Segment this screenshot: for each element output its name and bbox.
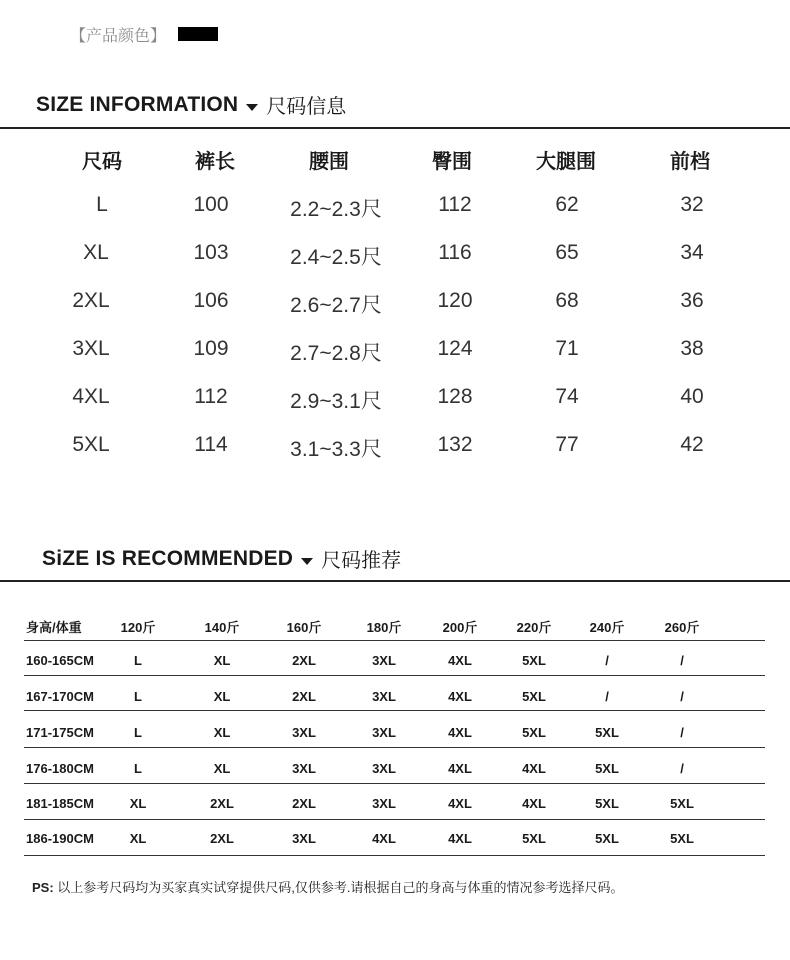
table-cell: 120	[437, 289, 473, 312]
table-cell: 3XL	[292, 761, 316, 776]
table-cell: 4XL	[448, 796, 472, 811]
table-cell: 2XL	[72, 289, 110, 312]
table-cell: 160-165CM	[26, 653, 94, 668]
table-cell: 132	[437, 433, 473, 456]
table-header: 120斤	[120, 620, 156, 635]
table-header: 160斤	[286, 620, 322, 635]
table-cell: 2XL	[292, 653, 316, 668]
table-cell: 3XL	[292, 831, 316, 846]
table-cell: L	[134, 761, 142, 776]
footnote	[32, 877, 624, 896]
table-cell: /	[605, 689, 609, 704]
size-information-title-en: SIZE INFORMATION	[36, 92, 239, 116]
table-cell: /	[680, 725, 684, 740]
table-cell: 2XL	[210, 796, 234, 811]
table-cell: 2.6~2.7尺	[290, 294, 382, 317]
section-divider	[0, 127, 790, 129]
table-cell: 3XL	[292, 725, 316, 740]
row-divider	[24, 819, 765, 820]
table-cell: 38	[680, 337, 704, 360]
table-cell: 4XL	[72, 385, 110, 408]
table-cell: 2XL	[210, 831, 234, 846]
table-cell: 5XL	[522, 725, 546, 740]
table-cell: 4XL	[448, 689, 472, 704]
table-cell: /	[680, 689, 684, 704]
table-cell: XL	[213, 725, 231, 740]
table-cell: 4XL	[448, 653, 472, 668]
row-divider	[24, 675, 765, 676]
table-cell: L	[134, 689, 142, 704]
table-cell: 3.1~3.3尺	[290, 438, 382, 461]
table-cell: 2XL	[292, 796, 316, 811]
size-information-heading	[36, 90, 346, 119]
table-cell: 5XL	[522, 831, 546, 846]
row-divider	[24, 855, 765, 856]
size-information-title-cn: 尺码信息	[266, 96, 347, 118]
table-header: 臀围	[432, 151, 472, 173]
table-cell: 186-190CM	[26, 831, 94, 846]
table-cell: 2.7~2.8尺	[290, 342, 382, 365]
table-cell: 106	[193, 289, 229, 312]
table-cell: 124	[437, 337, 473, 360]
table-cell: 40	[680, 385, 704, 408]
table-cell: 5XL	[595, 831, 619, 846]
size-recommended-title-cn: 尺码推荐	[321, 550, 402, 572]
table-cell: L	[134, 725, 142, 740]
table-cell: 167-170CM	[26, 689, 94, 704]
table-cell: 5XL	[72, 433, 110, 456]
row-divider	[24, 640, 765, 641]
table-header: 240斤	[589, 620, 625, 635]
table-cell: 2.2~2.3尺	[290, 198, 382, 221]
table-cell: 4XL	[372, 831, 396, 846]
product-color-label: 【产品颜色】	[70, 27, 167, 45]
table-cell: 171-175CM	[26, 725, 94, 740]
table-cell: 116	[438, 241, 472, 264]
table-cell: XL	[129, 796, 147, 811]
table-cell: /	[605, 653, 609, 668]
table-cell: 4XL	[448, 831, 472, 846]
table-cell: /	[680, 761, 684, 776]
table-cell: 5XL	[522, 689, 546, 704]
table-cell: L	[134, 653, 142, 668]
table-cell: 5XL	[595, 761, 619, 776]
table-cell: 181-185CM	[26, 796, 94, 811]
table-cell: 176-180CM	[26, 761, 94, 776]
table-cell: 3XL	[372, 689, 396, 704]
row-divider	[24, 710, 765, 711]
table-cell: 74	[555, 385, 579, 408]
table-header: 裤长	[195, 151, 235, 173]
table-cell: 112	[438, 193, 472, 216]
table-cell: 42	[680, 433, 704, 456]
table-cell: 128	[437, 385, 473, 408]
footnote-text: 以上参考尺码均为买家真实试穿提供尺码,仅供参考.请根据自己的身高与体重的情况参考选择尺码。	[57, 880, 624, 895]
table-cell: 5XL	[670, 796, 694, 811]
color-swatch-black[interactable]	[178, 27, 218, 41]
table-cell: 71	[555, 337, 579, 360]
table-cell: 77	[555, 433, 579, 456]
table-cell: 109	[193, 337, 229, 360]
table-header: 220斤	[516, 620, 552, 635]
table-cell: 2.4~2.5尺	[290, 246, 382, 269]
table-header: 260斤	[664, 620, 700, 635]
table-cell: 36	[680, 289, 704, 312]
size-recommended-title-en: SiZE IS RECOMMENDED	[42, 546, 294, 570]
table-cell: XL	[213, 689, 231, 704]
table-header: 大腿围	[536, 151, 596, 173]
table-cell: 62	[555, 193, 579, 216]
table-cell: 5XL	[670, 831, 694, 846]
table-cell: 4XL	[522, 761, 546, 776]
table-cell: 3XL	[372, 796, 396, 811]
table-header: 前档	[670, 151, 710, 173]
product-color-row	[70, 22, 218, 46]
table-header: 140斤	[204, 620, 240, 635]
table-header: 身高/体重	[26, 620, 82, 635]
table-cell: 32	[680, 193, 704, 216]
table-cell: 2.9~3.1尺	[290, 390, 382, 413]
table-cell: 4XL	[448, 725, 472, 740]
size-recommended-heading	[42, 544, 401, 573]
table-cell: 5XL	[522, 653, 546, 668]
table-cell: 34	[680, 241, 704, 264]
table-cell: L	[96, 193, 108, 216]
row-divider	[24, 747, 765, 748]
table-cell: 3XL	[372, 725, 396, 740]
table-header: 腰围	[309, 151, 349, 173]
table-cell: 114	[194, 433, 228, 456]
footnote-prefix: PS:	[32, 880, 54, 895]
table-cell: XL	[213, 653, 231, 668]
table-cell: XL	[213, 761, 231, 776]
table-header: 200斤	[442, 620, 478, 635]
table-cell: 112	[194, 385, 228, 408]
table-cell: 4XL	[448, 761, 472, 776]
table-cell: 103	[193, 241, 229, 264]
caret-down-icon	[301, 558, 313, 565]
table-cell: XL	[129, 831, 147, 846]
row-divider	[24, 783, 765, 784]
table-cell: 5XL	[595, 796, 619, 811]
table-cell: 68	[555, 289, 579, 312]
table-header: 180斤	[366, 620, 402, 635]
table-cell: 3XL	[372, 761, 396, 776]
table-cell: 65	[555, 241, 579, 264]
table-cell: 5XL	[595, 725, 619, 740]
table-cell: 3XL	[372, 653, 396, 668]
table-header: 尺码	[82, 151, 122, 173]
table-cell: /	[680, 653, 684, 668]
table-cell: 100	[193, 193, 229, 216]
table-cell: 3XL	[72, 337, 110, 360]
table-cell: 4XL	[522, 796, 546, 811]
table-cell: XL	[83, 241, 109, 264]
section-divider	[0, 580, 790, 582]
table-cell: 2XL	[292, 689, 316, 704]
caret-down-icon	[246, 104, 258, 111]
